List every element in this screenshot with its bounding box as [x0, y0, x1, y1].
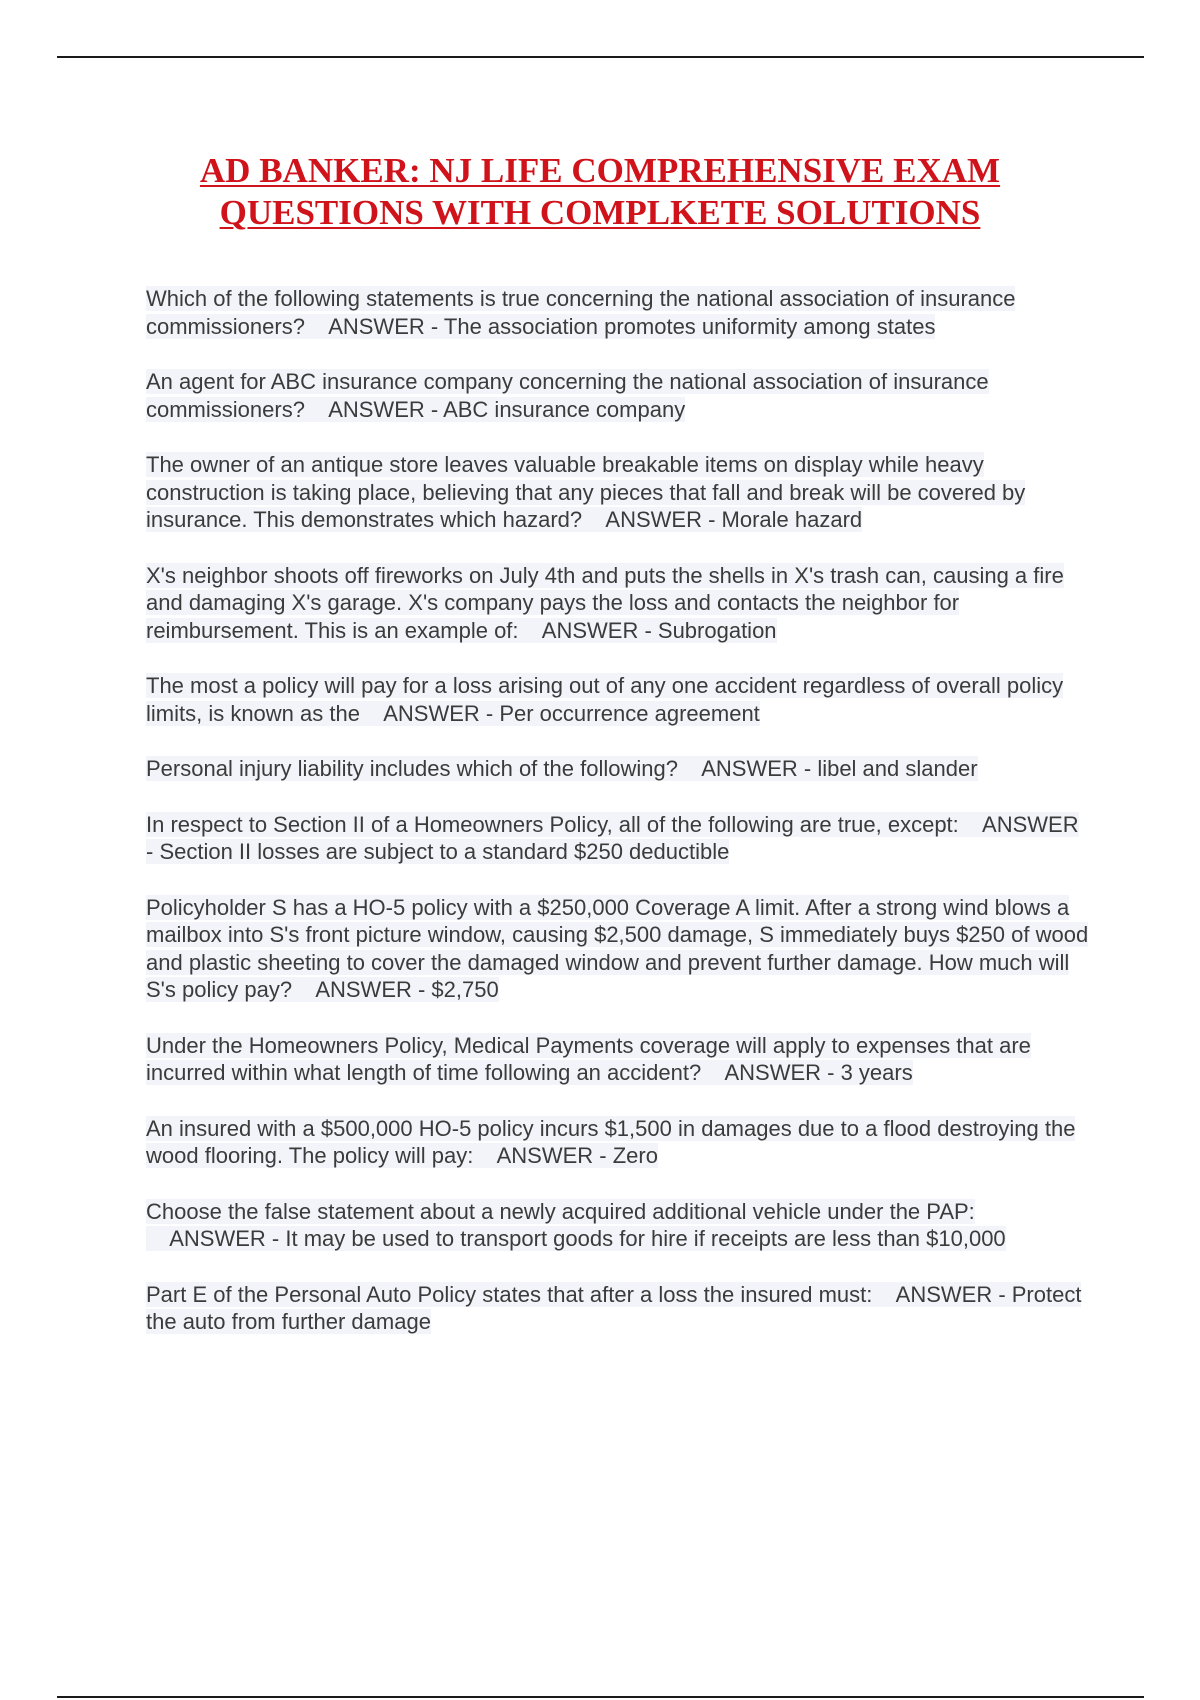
- question-text: Policyholder S has a HO-5 policy with a $250,000 Coverage A limit. After a strong wind blows a mailbox into S's front picture window, causing $2,500 damage, S immediately buys $250 of wood and plastic sheeting to cover the damaged window and prevent further damage. How much will S's policy pay?: [146, 894, 1089, 1002]
- qa-item: [146, 1281, 1091, 1336]
- qa-item: [146, 451, 1091, 534]
- question-text: Part E of the Personal Auto Policy states that after a loss the insured must:: [146, 1281, 873, 1307]
- question-text: Under the Homeowners Policy, Medical Payments coverage will apply to expenses that are incurred within what length of time following an accident?: [146, 1032, 1031, 1085]
- title-line-1: AD BANKER: NJ LIFE COMPREHENSIVE EXAM: [199, 151, 1001, 190]
- question-text: An agent for ABC insurance company concerning the national association of insurance commissioners?: [146, 369, 989, 422]
- answer-text: ANSWER - The association promotes uniformity among states: [328, 313, 936, 339]
- question-text: The most a policy will pay for a loss arising out of any one accident regardless of overall policy limits, is known as the: [146, 673, 1064, 726]
- qa-item: [146, 755, 1091, 783]
- bottom-divider: [57, 1696, 1144, 1698]
- qa-item: [146, 1115, 1091, 1170]
- question-text: Personal injury liability includes which of the following?: [146, 756, 678, 781]
- question-text: In respect to Section II of a Homeowners Policy, all of the following are true, except:: [146, 811, 959, 837]
- qa-item: [146, 1032, 1091, 1087]
- answer-text: ANSWER - Section II losses are subject to a standard $250 deductible: [146, 811, 1079, 864]
- question-text: An insured with a $500,000 HO-5 policy incurs $1,500 in damages due to a flood destroying the wood flooring. The policy will pay:: [146, 1115, 1076, 1168]
- answer-text: ANSWER - 3 years: [724, 1060, 913, 1085]
- answer-text: ANSWER - Zero: [496, 1143, 658, 1168]
- question-text: Which of the following statements is true concerning the national association of insurance commissioners?: [146, 286, 1016, 339]
- answer-text: ANSWER - Subrogation: [541, 617, 777, 643]
- top-divider: [57, 56, 1144, 58]
- title-line-2: QUESTIONS WITH COMPLKETE SOLUTIONS: [219, 193, 981, 232]
- answer-text: ANSWER - It may be used to transport goods for hire if receipts are less than $10,000: [169, 1226, 1006, 1251]
- answer-text: ANSWER - $2,750: [315, 977, 499, 1002]
- qa-item: [146, 562, 1091, 645]
- qa-item: [146, 285, 1091, 340]
- qa-item: [146, 1198, 1091, 1253]
- qa-list: [146, 285, 1091, 1364]
- answer-text: ANSWER - ABC insurance company: [328, 396, 686, 422]
- document-title: [100, 150, 1100, 234]
- answer-text: ANSWER - Per occurrence agreement: [383, 700, 760, 726]
- answer-text: ANSWER - libel and slander: [701, 756, 978, 781]
- question-text: X's neighbor shoots off fireworks on July 4th and puts the shells in X's trash can, causing a fire and damaging X's garage. X's company pays the loss and contacts the neighbor for reimbursement. This is an example of:: [146, 562, 1064, 643]
- question-text: Choose the false statement about a newly acquired additional vehicle under the PAP:: [146, 1198, 975, 1224]
- qa-item: [146, 368, 1091, 423]
- qa-item: [146, 672, 1091, 727]
- qa-item: [146, 811, 1091, 866]
- answer-text: ANSWER - Protect the auto from further damage: [146, 1281, 1082, 1334]
- question-text: The owner of an antique store leaves valuable breakable items on display while heavy construction is taking place, believing that any pieces that fall and break will be covered by insurance. This demonstrates which hazard?: [146, 452, 1026, 532]
- answer-text: ANSWER - Morale hazard: [605, 507, 863, 532]
- qa-item: [146, 894, 1091, 1004]
